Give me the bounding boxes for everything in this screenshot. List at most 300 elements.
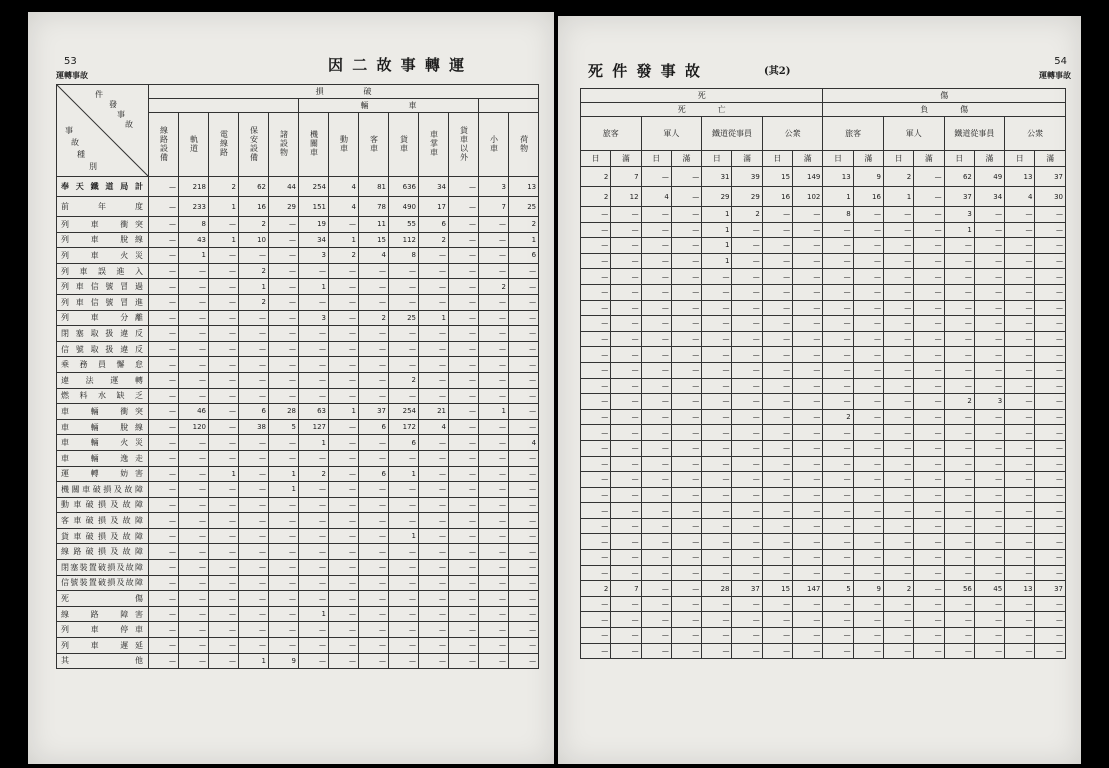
table-cell: 8 <box>389 248 419 264</box>
row-label: 燃料水缺乏 <box>57 388 149 404</box>
table-cell: — <box>299 372 329 388</box>
table-cell: — <box>269 544 299 560</box>
table-cell: — <box>581 518 611 534</box>
table-cell: — <box>359 263 389 279</box>
table-cell: — <box>1035 596 1066 612</box>
table-cell: — <box>179 388 209 404</box>
table-cell: — <box>611 316 641 332</box>
table-cell: — <box>732 518 762 534</box>
table-cell: — <box>449 606 479 622</box>
table-cell: — <box>419 248 449 264</box>
corner-label-b: 發 <box>109 100 117 109</box>
table-cell: — <box>823 378 853 394</box>
table-cell: — <box>1035 612 1066 628</box>
table-cell: — <box>732 269 762 285</box>
table-cell: — <box>671 331 701 347</box>
table-cell: — <box>641 378 671 394</box>
table-cell: — <box>581 394 611 410</box>
table-cell: — <box>853 643 883 659</box>
table-cell: — <box>853 362 883 378</box>
table-cell: — <box>732 238 762 254</box>
table-cell: — <box>449 419 479 435</box>
table-cell: 4 <box>1005 187 1035 207</box>
table-cell: — <box>1005 628 1035 644</box>
table-cell: — <box>883 300 913 316</box>
table-cell: — <box>581 269 611 285</box>
table-cell: 15 <box>762 167 792 187</box>
table-cell: — <box>179 466 209 482</box>
table-cell: — <box>479 622 509 638</box>
row-label: 列車信號冒進 <box>57 294 149 310</box>
table-cell: — <box>389 653 419 669</box>
table-cell: — <box>762 331 792 347</box>
table-cell: — <box>611 565 641 581</box>
table-cell: 4 <box>419 419 449 435</box>
table-cell: — <box>944 316 974 332</box>
table-cell: — <box>239 528 269 544</box>
table-cell: — <box>329 357 359 373</box>
table-cell: — <box>1005 378 1035 394</box>
table-cell: 2 <box>883 167 913 187</box>
row-label: 線 路 障害 <box>57 606 149 622</box>
table-cell: — <box>509 326 539 342</box>
table-cell: — <box>209 217 239 233</box>
table-cell: — <box>149 217 179 233</box>
table-cell: — <box>449 404 479 420</box>
right-category-header: 軍人 <box>883 117 944 151</box>
table-cell: — <box>449 482 479 498</box>
table-cell: — <box>611 331 641 347</box>
table-cell: — <box>479 248 509 264</box>
table-cell: — <box>1035 253 1066 269</box>
table-cell: — <box>853 565 883 581</box>
table-row <box>57 232 539 248</box>
row-label: 車 輛 脫線 <box>57 419 149 435</box>
table-row <box>57 263 539 279</box>
table-cell: — <box>581 300 611 316</box>
table-cell: — <box>641 409 671 425</box>
table-cell: — <box>1005 253 1035 269</box>
left-table <box>56 84 539 669</box>
table-cell: — <box>1035 269 1066 285</box>
table-cell: — <box>449 279 479 295</box>
table-cell: 254 <box>389 404 419 420</box>
right-category-header: 旅客 <box>823 117 884 151</box>
table-cell: — <box>179 435 209 451</box>
table-cell: — <box>702 378 732 394</box>
table-cell: — <box>762 394 792 410</box>
table-cell: — <box>479 560 509 576</box>
table-row <box>581 612 1066 628</box>
table-cell: — <box>641 440 671 456</box>
table-cell: — <box>1035 207 1066 223</box>
table-cell: 25 <box>509 197 539 217</box>
table-cell: 254 <box>299 177 329 197</box>
table-cell: — <box>209 482 239 498</box>
table-cell: 1 <box>269 482 299 498</box>
table-cell: — <box>509 560 539 576</box>
table-row <box>581 347 1066 363</box>
table-cell: — <box>149 326 179 342</box>
table-cell: — <box>732 253 762 269</box>
row-label: 機關車破損及故障 <box>57 482 149 498</box>
table-cell: — <box>329 638 359 654</box>
table-cell: — <box>389 450 419 466</box>
table-cell: — <box>611 456 641 472</box>
table-cell: — <box>1035 456 1066 472</box>
table-cell: — <box>239 372 269 388</box>
right-sub-header: 日 <box>581 151 611 167</box>
table-cell: — <box>179 560 209 576</box>
left-col-header-text: 車掌車 <box>429 130 439 157</box>
table-cell: — <box>883 487 913 503</box>
table-cell: — <box>641 207 671 223</box>
table-cell: — <box>732 222 762 238</box>
table-cell: 6 <box>239 404 269 420</box>
table-cell: — <box>702 596 732 612</box>
right-sub-header: 滿 <box>1035 151 1066 167</box>
table-cell: — <box>823 222 853 238</box>
table-cell: — <box>149 341 179 357</box>
table-cell: — <box>914 167 944 187</box>
table-cell: — <box>732 440 762 456</box>
table-cell: 1 <box>702 222 732 238</box>
table-cell: — <box>974 331 1004 347</box>
row-label: 運 轉 妨害 <box>57 466 149 482</box>
table-row <box>57 404 539 420</box>
table-cell: — <box>1005 550 1035 566</box>
table-cell: — <box>1035 300 1066 316</box>
table-cell: — <box>329 622 359 638</box>
table-cell: — <box>269 357 299 373</box>
table-cell: 28 <box>702 581 732 597</box>
table-cell: — <box>974 503 1004 519</box>
table-row <box>57 326 539 342</box>
table-cell: — <box>883 456 913 472</box>
table-cell: — <box>299 450 329 466</box>
table-cell: — <box>944 612 974 628</box>
right-sub-header: 日 <box>641 151 671 167</box>
table-cell: — <box>149 263 179 279</box>
table-cell: — <box>329 372 359 388</box>
right-category-header: 軍人 <box>641 117 702 151</box>
table-cell: — <box>419 544 449 560</box>
table-cell: — <box>299 653 329 669</box>
table-cell: — <box>671 253 701 269</box>
table-cell: — <box>641 222 671 238</box>
table-cell: — <box>762 487 792 503</box>
table-cell: — <box>269 528 299 544</box>
left-col-header <box>329 113 359 177</box>
table-cell: — <box>239 357 269 373</box>
table-cell: 4 <box>329 177 359 197</box>
table-cell: — <box>883 503 913 519</box>
table-cell: — <box>359 388 389 404</box>
table-cell: — <box>944 565 974 581</box>
row-label: 列車誤進入 <box>57 263 149 279</box>
table-cell: — <box>974 378 1004 394</box>
table-cell: — <box>149 606 179 622</box>
table-cell: 37 <box>1035 581 1066 597</box>
table-cell: — <box>611 596 641 612</box>
table-cell: — <box>762 628 792 644</box>
table-cell: — <box>793 222 823 238</box>
table-cell: — <box>149 544 179 560</box>
table-cell: — <box>581 253 611 269</box>
table-cell: — <box>793 643 823 659</box>
table-cell: — <box>671 440 701 456</box>
table-cell: — <box>853 456 883 472</box>
table-cell: — <box>702 503 732 519</box>
table-cell: — <box>359 513 389 529</box>
table-row <box>57 310 539 326</box>
table-cell: — <box>419 497 449 513</box>
table-cell: — <box>239 435 269 451</box>
table-cell: — <box>269 450 299 466</box>
table-cell: — <box>793 238 823 254</box>
table-cell: — <box>449 372 479 388</box>
table-cell: — <box>944 347 974 363</box>
table-cell: 12 <box>611 187 641 207</box>
table-cell: 8 <box>179 217 209 233</box>
table-cell: — <box>974 253 1004 269</box>
table-cell: — <box>611 378 641 394</box>
table-cell: — <box>419 263 449 279</box>
table-cell: — <box>793 378 823 394</box>
table-cell: — <box>671 347 701 363</box>
table-cell: — <box>149 388 179 404</box>
table-cell: — <box>239 466 269 482</box>
table-row <box>581 581 1066 597</box>
row-label: 信號裝置破損及故障 <box>57 575 149 591</box>
table-cell: — <box>359 622 389 638</box>
table-cell: — <box>269 217 299 233</box>
table-cell: — <box>914 269 944 285</box>
table-cell: — <box>883 534 913 550</box>
table-cell: — <box>269 279 299 295</box>
table-cell: 127 <box>299 419 329 435</box>
table-cell: — <box>914 440 944 456</box>
table-cell: — <box>1005 456 1035 472</box>
table-cell: — <box>359 294 389 310</box>
table-cell: — <box>299 326 329 342</box>
row-label: 違法運轉 <box>57 372 149 388</box>
table-cell: — <box>179 575 209 591</box>
table-cell: 37 <box>359 404 389 420</box>
table-cell: — <box>419 575 449 591</box>
table-cell: — <box>823 612 853 628</box>
table-cell: — <box>479 497 509 513</box>
table-cell: — <box>853 472 883 488</box>
table-cell: — <box>732 284 762 300</box>
table-cell: — <box>179 544 209 560</box>
left-col-header <box>449 113 479 177</box>
table-cell: 151 <box>299 197 329 217</box>
table-cell: 29 <box>702 187 732 207</box>
table-cell: — <box>732 534 762 550</box>
table-cell: — <box>479 217 509 233</box>
table-cell: — <box>209 544 239 560</box>
table-cell: — <box>581 222 611 238</box>
table-cell: — <box>671 284 701 300</box>
table-cell: — <box>509 653 539 669</box>
table-cell: — <box>179 357 209 373</box>
table-cell: — <box>209 341 239 357</box>
table-cell: — <box>329 528 359 544</box>
table-cell: — <box>671 316 701 332</box>
left-col-header-text: 貨車 <box>399 134 409 153</box>
table-cell: — <box>883 347 913 363</box>
table-cell: — <box>732 409 762 425</box>
table-cell: 2 <box>209 177 239 197</box>
table-row <box>57 450 539 466</box>
table-row <box>581 300 1066 316</box>
table-cell: — <box>209 450 239 466</box>
table-cell: — <box>853 440 883 456</box>
table-cell: — <box>299 575 329 591</box>
table-cell: — <box>823 440 853 456</box>
table-cell: 9 <box>853 581 883 597</box>
right-sub-header: 日 <box>1005 151 1035 167</box>
table-cell: — <box>509 591 539 607</box>
table-cell: — <box>449 653 479 669</box>
header-corner <box>57 85 149 177</box>
table-cell: — <box>149 197 179 217</box>
table-cell: — <box>1005 565 1035 581</box>
table-cell: 13 <box>1005 167 1035 187</box>
table-cell: — <box>914 187 944 207</box>
table-cell: — <box>269 591 299 607</box>
table-row <box>57 497 539 513</box>
table-cell: — <box>359 497 389 513</box>
table-cell: — <box>762 207 792 223</box>
table-cell: 4 <box>509 435 539 451</box>
table-cell: — <box>149 575 179 591</box>
table-cell: — <box>269 248 299 264</box>
table-cell: 1 <box>702 207 732 223</box>
table-cell: — <box>329 435 359 451</box>
table-cell: 45 <box>974 581 1004 597</box>
table-cell: — <box>793 425 823 441</box>
table-cell: 149 <box>793 167 823 187</box>
table-cell: — <box>329 497 359 513</box>
left-col-header-text: 軌道 <box>189 134 199 153</box>
table-cell: 1 <box>209 232 239 248</box>
table-cell: — <box>179 638 209 654</box>
table-cell: — <box>269 497 299 513</box>
table-cell: — <box>581 316 611 332</box>
table-cell: — <box>793 487 823 503</box>
table-cell: — <box>944 487 974 503</box>
table-cell: — <box>1005 425 1035 441</box>
table-cell: — <box>419 357 449 373</box>
table-cell: — <box>149 513 179 529</box>
table-cell: — <box>329 310 359 326</box>
table-cell: — <box>732 394 762 410</box>
table-cell: 62 <box>239 177 269 197</box>
table-cell: — <box>509 606 539 622</box>
table-cell: — <box>883 378 913 394</box>
table-cell: — <box>702 550 732 566</box>
table-row <box>581 284 1066 300</box>
table-cell: — <box>359 341 389 357</box>
table-cell: — <box>732 456 762 472</box>
table-cell: 2 <box>359 310 389 326</box>
table-cell: — <box>149 310 179 326</box>
table-cell: — <box>762 472 792 488</box>
table-cell: — <box>762 238 792 254</box>
table-cell: — <box>793 456 823 472</box>
table-cell: — <box>419 466 449 482</box>
table-cell: — <box>702 612 732 628</box>
table-cell: 7 <box>611 167 641 187</box>
table-cell: — <box>944 284 974 300</box>
table-cell: 37 <box>1035 167 1066 187</box>
table-cell: — <box>793 534 823 550</box>
table-cell: — <box>793 596 823 612</box>
corner-label-f: 故 <box>71 138 79 147</box>
left-page-number: 53 <box>64 56 77 67</box>
table-cell: — <box>149 372 179 388</box>
table-cell: — <box>1005 472 1035 488</box>
table-cell: — <box>209 279 239 295</box>
table-row <box>57 513 539 529</box>
table-cell: — <box>1035 628 1066 644</box>
table-cell: 1 <box>479 404 509 420</box>
table-cell: — <box>239 341 269 357</box>
table-cell: 3 <box>944 207 974 223</box>
table-cell: — <box>1005 347 1035 363</box>
table-cell: — <box>732 472 762 488</box>
table-cell: — <box>914 378 944 394</box>
table-cell: — <box>944 472 974 488</box>
table-cell: 37 <box>732 581 762 597</box>
table-cell: — <box>299 357 329 373</box>
table-cell: — <box>732 550 762 566</box>
table-cell: — <box>359 357 389 373</box>
table-cell: — <box>793 207 823 223</box>
table-cell: — <box>974 472 1004 488</box>
table-cell: — <box>149 357 179 373</box>
table-cell: — <box>853 284 883 300</box>
table-cell: — <box>974 628 1004 644</box>
table-cell: — <box>611 503 641 519</box>
table-cell: — <box>179 513 209 529</box>
table-row <box>57 591 539 607</box>
table-row <box>57 622 539 638</box>
table-cell: — <box>853 394 883 410</box>
table-cell: 29 <box>269 197 299 217</box>
table-cell: — <box>449 263 479 279</box>
table-cell: 2 <box>823 409 853 425</box>
table-cell: — <box>641 300 671 316</box>
table-cell: — <box>762 316 792 332</box>
table-cell: 78 <box>359 197 389 217</box>
row-label: 閉塞裝置破損及故障 <box>57 560 149 576</box>
table-cell: — <box>149 279 179 295</box>
table-cell: — <box>389 279 419 295</box>
table-cell: — <box>641 394 671 410</box>
table-cell: — <box>581 362 611 378</box>
table-cell: 30 <box>1035 187 1066 207</box>
table-cell: — <box>269 310 299 326</box>
table-cell: 1 <box>329 232 359 248</box>
corner-label-d: 故 <box>125 120 133 129</box>
table-cell: — <box>581 565 611 581</box>
table-cell: — <box>823 550 853 566</box>
table-cell: — <box>611 362 641 378</box>
table-cell: — <box>419 279 449 295</box>
